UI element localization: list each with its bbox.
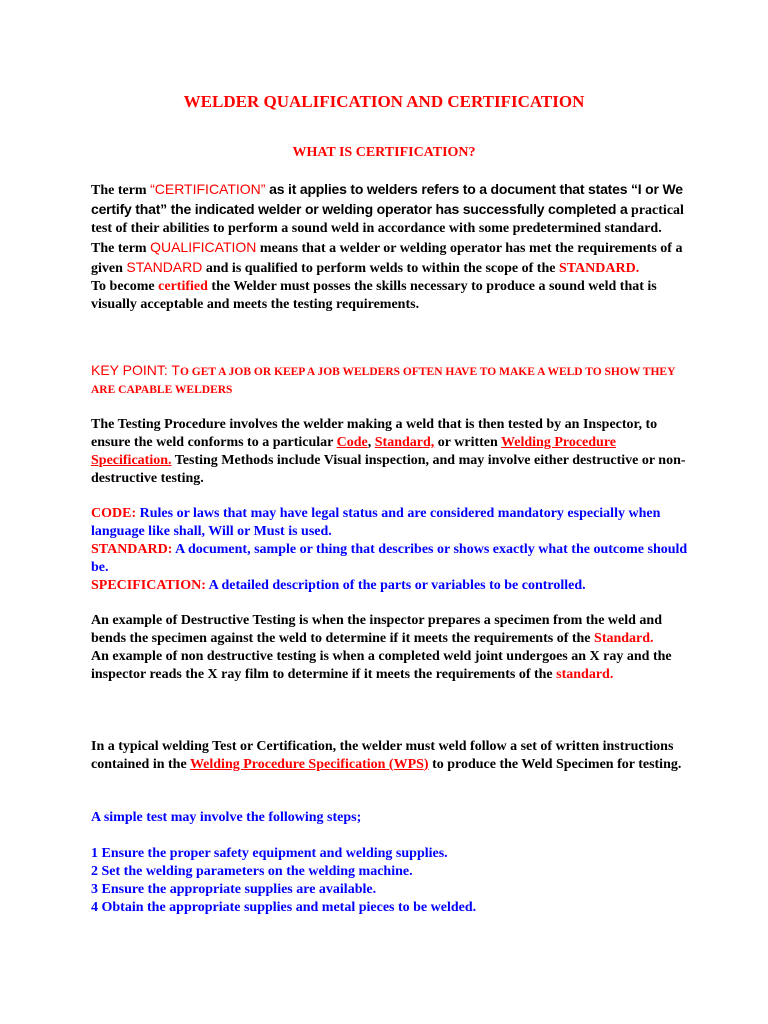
- glossary-specification: [91, 577, 691, 595]
- specification-definition: A detailed description of the parts or variables to be controlled.: [205, 578, 586, 593]
- text: An example of Destructive Testing is when the inspector prepares a specimen from the weld and bends the specimen against the weld to determine if it meets the requirements of the: [91, 613, 662, 646]
- text: means that a welder or welding operator has met the requirements of a given: [91, 241, 683, 276]
- standard-term: standard.: [556, 667, 614, 682]
- wps-link[interactable]: Welding Procedure Specification (WPS): [189, 757, 429, 772]
- standard-label: STANDARD:: [91, 542, 173, 557]
- code-link[interactable]: Code: [336, 435, 368, 450]
- text: or written: [434, 435, 502, 450]
- standard-link[interactable]: Standard,: [374, 435, 435, 450]
- paragraph-testing-procedure: [91, 416, 691, 488]
- glossary-code: [91, 505, 691, 541]
- text: To become: [91, 279, 159, 294]
- text: as it applies to welders refers to a document that states “I or We certify that” the indicated welder or welding operator has successfully completed a: [91, 181, 683, 217]
- list-item: 2 Set the welding parameters on the welding machine.: [91, 864, 413, 879]
- testing-examples: [91, 612, 691, 684]
- glossary: [91, 505, 691, 595]
- text: practical test of their abilities to perform a sound weld in accordance with some predetermined standard.: [91, 203, 684, 236]
- key-point: [91, 361, 691, 399]
- text: and is qualified to perform welds to within the scope of the: [202, 261, 559, 276]
- key-point-label: KEY POINT: T: [91, 362, 180, 378]
- certification-term: “CERTIFICATION”: [150, 181, 266, 197]
- certified-term: certified: [158, 279, 208, 294]
- paragraph-destructive-testing: [91, 612, 691, 648]
- wps-link[interactable]: Welding Procedure Specification.: [91, 435, 617, 468]
- code-definition: Rules or laws that may have legal status and are considered mandatory especially when language like shall, Will or Must is used.: [91, 506, 661, 539]
- text: ,: [367, 435, 375, 450]
- text: The term: [91, 241, 151, 256]
- text: In a typical welding Test or Certification, the welder must weld follow a set of written instructions contained in the: [91, 739, 674, 772]
- text: to produce the Weld Specimen for testing.: [428, 757, 682, 772]
- glossary-standard: [91, 541, 691, 577]
- key-point-text: O GET A JOB OR KEEP A JOB WELDERS OFTEN HAVE TO MAKE A WELD TO SHOW THEY ARE CAPABLE WELDERS: [91, 366, 675, 396]
- steps-list: [91, 845, 691, 917]
- standard-term: STANDARD.: [558, 261, 640, 276]
- section-heading: WHAT IS CERTIFICATION?: [292, 145, 476, 160]
- list-item: 1 Ensure the proper safety equipment and welding supplies.: [91, 846, 448, 861]
- paragraph-non-destructive-testing: [91, 648, 691, 684]
- specification-label: SPECIFICATION:: [91, 578, 206, 593]
- paragraph-certified: [91, 278, 691, 314]
- list-item: 4 Obtain the appropriate supplies and metal pieces to be welded.: [91, 900, 477, 915]
- paragraph-typical-test: [91, 738, 691, 774]
- definitions-paragraphs: [91, 180, 691, 314]
- page-title: WELDER QUALIFICATION AND CERTIFICATION: [183, 92, 585, 111]
- standard-term: STANDARD: [126, 259, 203, 275]
- text: The Testing Procedure involves the welder making a weld that is then tested by an Inspector, to ensure the weld conforms to a particular: [91, 417, 658, 450]
- text: Testing Methods include Visual inspection, and may involve either destructive or non-destructive testing.: [91, 453, 686, 486]
- steps-intro: A simple test may involve the following steps;: [91, 810, 362, 825]
- standard-term: Standard.: [594, 631, 654, 646]
- text: An example of non destructive testing is when a completed weld joint undergoes an X ray and the inspector reads the X ray film to determine if it meets the requirements of the: [91, 649, 672, 682]
- qualification-term: QUALIFICATION: [150, 239, 257, 255]
- text: the Welder must posses the skills necessary to produce a sound weld that is visually acceptable and meets the testing requirements.: [91, 279, 657, 312]
- list-item: 3 Ensure the appropriate supplies are available.: [91, 882, 377, 897]
- code-label: CODE:: [91, 506, 137, 521]
- paragraph-certification: [91, 180, 691, 238]
- text: The term: [91, 183, 151, 198]
- paragraph-qualification: [91, 238, 691, 278]
- standard-definition: A document, sample or thing that describes or shows exactly what the outcome should be.: [91, 542, 688, 575]
